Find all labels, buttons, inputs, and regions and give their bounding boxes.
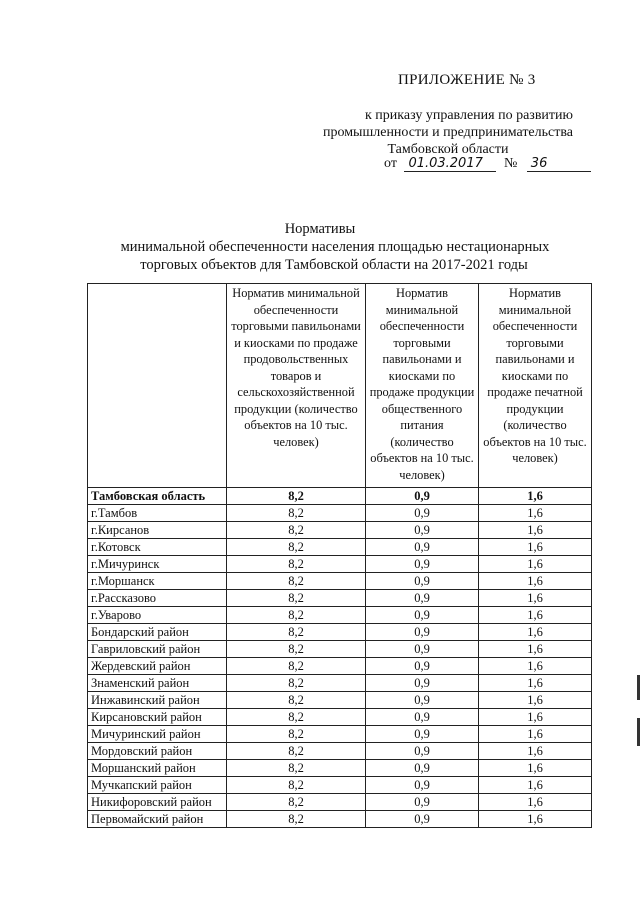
catering-value-cell: 0,9 [366,658,479,675]
order-date-line [384,156,591,172]
heading-line-2: минимальной обеспеченности населения площадью нестационарных [120,239,550,255]
food-value-cell: 8,2 [227,692,366,709]
catering-value-cell: 0,9 [366,709,479,726]
print-value-cell: 1,6 [479,726,592,743]
food-value-cell: 8,2 [227,607,366,624]
row-name-cell: Гавриловский район [88,641,227,658]
catering-value-cell: 0,9 [366,556,479,573]
catering-value-cell: 0,9 [366,539,479,556]
catering-value-cell: 0,9 [366,811,479,828]
row-name-cell: г.Мичуринск [88,556,227,573]
catering-value-cell: 0,9 [366,573,479,590]
row-name-cell: Инжавинский район [88,692,227,709]
catering-value-cell: 0,9 [366,794,479,811]
catering-value-cell: 0,9 [366,777,479,794]
column-header-catering: Норматив минимальной обеспеченности торговыми павильонами и киосками по продаже продукции общественного питания (количество объектов на 10 тыс. человек) [366,284,479,488]
column-header-name [88,284,227,488]
food-value-cell: 8,2 [227,488,366,505]
column-header-food: Норматив минимальной обеспеченности торговыми павильонами и киосками по продаже продовольственных товаров и сельскохозяйственной продукции (количество объектов на 10 тыс. человек) [227,284,366,488]
order-ref-line-1: к приказу управления по развитию [365,108,573,123]
catering-value-cell: 0,9 [366,522,479,539]
food-value-cell: 8,2 [227,675,366,692]
food-value-cell: 8,2 [227,658,366,675]
food-value-cell: 8,2 [227,794,366,811]
date-prefix: от [384,156,397,171]
print-value-cell: 1,6 [479,641,592,658]
table-row [88,675,592,692]
row-name-cell: Жердевский район [88,658,227,675]
row-name-cell: Моршанский район [88,760,227,777]
row-name-cell: Никифоровский район [88,794,227,811]
row-name-cell: Знаменский район [88,675,227,692]
table-row [88,760,592,777]
food-value-cell: 8,2 [227,641,366,658]
print-value-cell: 1,6 [479,590,592,607]
print-value-cell: 1,6 [479,794,592,811]
catering-value-cell: 0,9 [366,505,479,522]
food-value-cell: 8,2 [227,539,366,556]
row-name-cell: г.Уварово [88,607,227,624]
row-name-cell: Мордовский район [88,743,227,760]
table-row [88,692,592,709]
table-row [88,658,592,675]
row-name-cell: г.Моршанск [88,573,227,590]
table-row [88,624,592,641]
number-prefix: № [503,156,518,171]
print-value-cell: 1,6 [479,539,592,556]
catering-value-cell: 0,9 [366,743,479,760]
row-name-cell: Мучкапский район [88,777,227,794]
catering-value-cell: 0,9 [366,726,479,743]
table-row [88,573,592,590]
food-value-cell: 8,2 [227,709,366,726]
print-value-cell: 1,6 [479,675,592,692]
table-row [88,539,592,556]
food-value-cell: 8,2 [227,522,366,539]
table-row [88,709,592,726]
handwritten-date: 01.03.2017 [404,156,496,172]
food-value-cell: 8,2 [227,777,366,794]
catering-value-cell: 0,9 [366,760,479,777]
print-value-cell: 1,6 [479,556,592,573]
print-value-cell: 1,6 [479,760,592,777]
print-value-cell: 1,6 [479,777,592,794]
order-ref-line-2: промышленности и предпринимательства [322,125,573,140]
heading-line-1: Нормативы [284,221,356,237]
food-value-cell: 8,2 [227,811,366,828]
print-value-cell: 1,6 [479,692,592,709]
column-header-print: Норматив минимальной обеспеченности торговыми павильонами и киосками по продаже печатной продукции (количество объектов на 10 тыс. человек) [479,284,592,488]
row-name-cell: Бондарский район [88,624,227,641]
table-row [88,777,592,794]
food-value-cell: 8,2 [227,590,366,607]
table-row [88,607,592,624]
row-name-cell: г.Котовск [88,539,227,556]
document-heading [0,220,640,274]
print-value-cell: 1,6 [479,624,592,641]
catering-value-cell: 0,9 [366,607,479,624]
order-reference [323,107,573,158]
food-value-cell: 8,2 [227,726,366,743]
print-value-cell: 1,6 [479,811,592,828]
table-row [88,505,592,522]
food-value-cell: 8,2 [227,624,366,641]
print-value-cell: 1,6 [479,607,592,624]
catering-value-cell: 0,9 [366,590,479,607]
row-name-cell: Первомайский район [88,811,227,828]
food-value-cell: 8,2 [227,573,366,590]
row-name-cell: г.Кирсанов [88,522,227,539]
print-value-cell: 1,6 [479,709,592,726]
order-ref-line-3: Тамбовской области [387,142,509,157]
table-row [88,556,592,573]
table-row [88,641,592,658]
table-body [88,488,592,828]
print-value-cell: 1,6 [479,743,592,760]
table-row [88,726,592,743]
table-row [88,488,592,505]
row-name-cell: Тамбовская область [88,488,227,505]
catering-value-cell: 0,9 [366,675,479,692]
heading-line-3: торговых объектов для Тамбовской области на 2017-2021 годы [140,257,528,273]
row-name-cell: Мичуринский район [88,726,227,743]
food-value-cell: 8,2 [227,760,366,777]
print-value-cell: 1,6 [479,505,592,522]
row-name-cell: г.Рассказово [88,590,227,607]
row-name-cell: Кирсановский район [88,709,227,726]
print-value-cell: 1,6 [479,488,592,505]
print-value-cell: 1,6 [479,573,592,590]
catering-value-cell: 0,9 [366,624,479,641]
table-row [88,794,592,811]
handwritten-number: 36 [527,156,591,172]
table-row [88,522,592,539]
norms-table [87,283,592,828]
catering-value-cell: 0,9 [366,641,479,658]
food-value-cell: 8,2 [227,743,366,760]
appendix-title: ПРИЛОЖЕНИЕ № 3 [398,72,536,88]
row-name-cell: г.Тамбов [88,505,227,522]
table-row [88,590,592,607]
catering-value-cell: 0,9 [366,692,479,709]
catering-value-cell: 0,9 [366,488,479,505]
food-value-cell: 8,2 [227,505,366,522]
table-header-row [88,284,592,488]
table-row [88,811,592,828]
table-row [88,743,592,760]
print-value-cell: 1,6 [479,658,592,675]
food-value-cell: 8,2 [227,556,366,573]
print-value-cell: 1,6 [479,522,592,539]
